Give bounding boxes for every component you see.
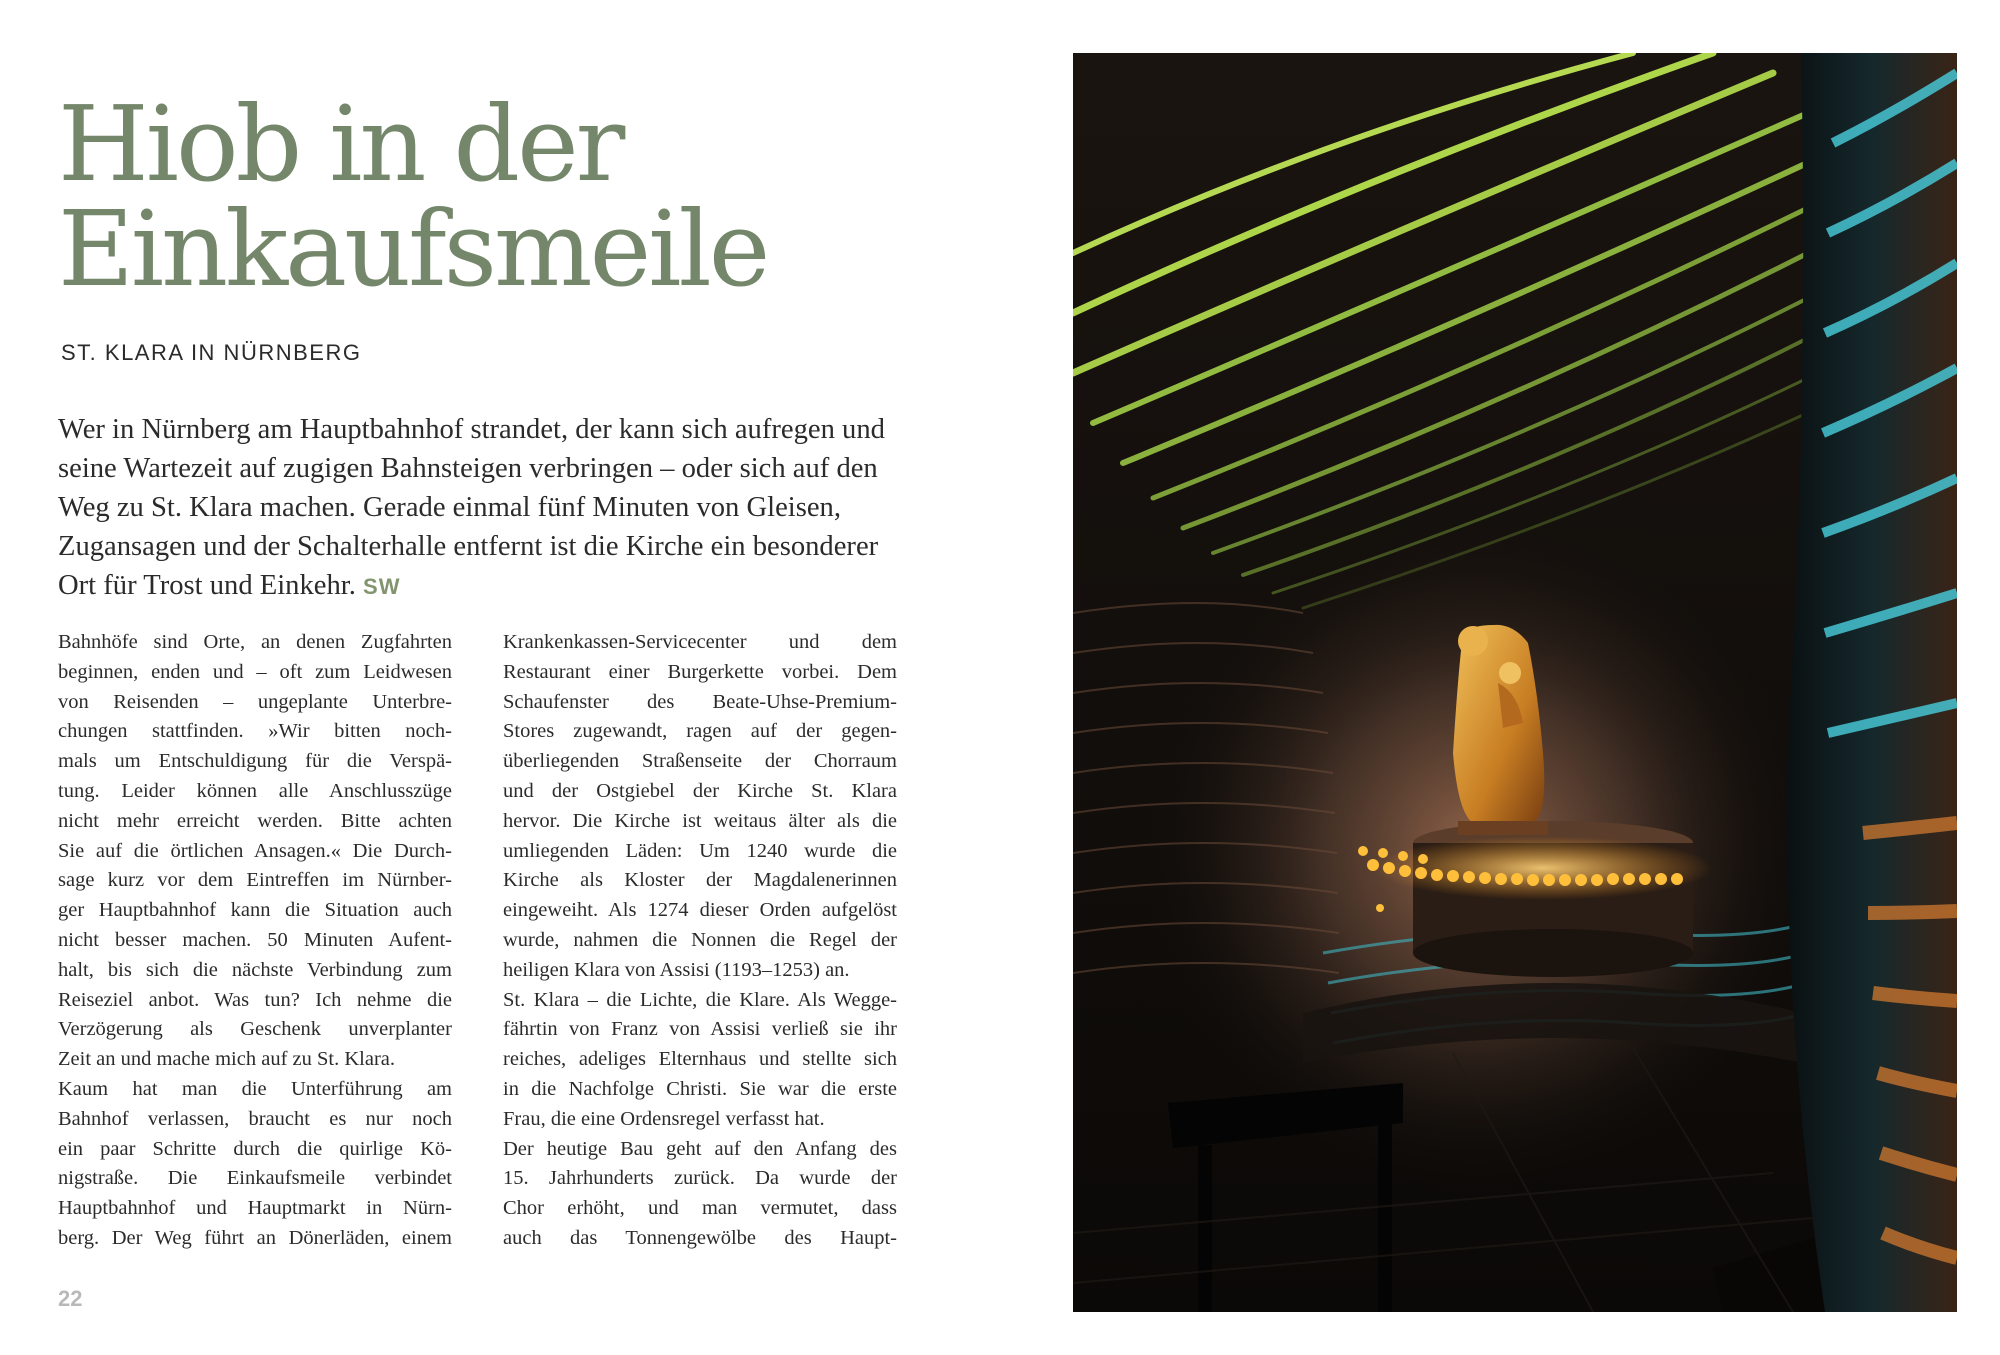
lead-paragraph xyxy=(58,410,903,606)
title-line-2: Einkaufsmeile xyxy=(58,188,768,310)
body-column-2-line: wurde, nahmen die Nonnen die Regel der xyxy=(503,928,897,951)
body-column-1 xyxy=(58,628,452,1254)
body-column-1-line: Zeit an und mache mich auf zu St. Klara. xyxy=(58,1048,395,1071)
body-column-2-line: Chor erhöht, und man vermutet, dass xyxy=(503,1197,897,1220)
body-column-1-line: mals um Entschuldigung für die Verspä- xyxy=(58,750,452,773)
lead-text: Wer in Nürnberg am Hauptbahnhof strandet, der kann sich aufregen und seine Wartezeit auf zugigen Bahnsteigen verbringen – oder sich auf den Weg zu St. Klara machen. Gerade einmal fünf Minuten von Gleisen, Zugansagen und der Schalterhalle entfernt ist die Kirche ein besonderer Ort für Trost und Einkehr. xyxy=(58,414,885,601)
body-column-1-line: chungen stattfinden. »Wir bitten noch- xyxy=(58,720,452,743)
body-column-1-line: Sie auf die örtlichen Ansagen.« Die Durch- xyxy=(58,839,452,862)
body-column-2-line: Schaufenster des Beate-Uhse-Premium- xyxy=(503,690,897,713)
body-column-1-line: halt, bis sich die nächste Verbindung zum xyxy=(58,958,452,981)
body-column-2-line: umliegenden Läden: Um 1240 wurde die xyxy=(503,839,897,862)
chapel-photo-illustration xyxy=(1073,53,1957,1312)
body-column-1-line: nicht mehr erreicht werden. Bitte achten xyxy=(58,809,452,832)
body-column-1-line: tung. Leider können alle Anschlusszüge xyxy=(58,779,452,802)
chapel-photo xyxy=(1073,53,1957,1312)
body-column-1-line: ger Hauptbahnhof kann die Situation auch xyxy=(58,899,452,922)
article-kicker: ST. KLARA IN NÜRNBERG xyxy=(61,340,362,365)
body-column-2-line: auch das Tonnengewölbe des Haupt- xyxy=(503,1226,897,1249)
body-column-2-line: fährtin von Franz von Assisi verließ sie ihr xyxy=(503,1018,897,1041)
body-column-2-line: eingeweiht. Als 1274 dieser Orden aufgelöst xyxy=(503,899,897,922)
body-column-1-line: beginnen, enden und – oft zum Leidwesen xyxy=(58,660,452,683)
right-pillar xyxy=(1787,53,1957,1312)
body-column-1-line: ein paar Schritte durch die quirlige Kö- xyxy=(58,1137,452,1160)
body-column-2-line: Frau, die eine Ordensregel verfasst hat. xyxy=(503,1107,825,1130)
body-column-1-line: Bahnhöfe sind Orte, an denen Zugfahrten xyxy=(58,631,452,653)
body-column-2-line: reiches, adeliges Elternhaus und stellte sich xyxy=(503,1048,897,1071)
body-column-2-line: überliegenden Straßenseite der Chorraum xyxy=(503,750,897,773)
page-number: 22 xyxy=(58,1286,83,1311)
body-column-1-line: nicht besser machen. 50 Minuten Aufent- xyxy=(58,928,452,951)
body-column-1-line: Hauptbahnhof und Hauptmarkt in Nürn- xyxy=(58,1197,452,1220)
article-title xyxy=(58,83,768,310)
body-column-2 xyxy=(503,628,897,1254)
body-column-2-line: hervor. Die Kirche ist weitaus älter als die xyxy=(503,809,897,832)
body-column-2-line: und der Ostgiebel der Kirche St. Klara xyxy=(503,779,897,802)
body-column-2-line: St. Klara – die Lichte, die Klare. Als Wegge- xyxy=(503,988,897,1011)
body-column-1-line: berg. Der Weg führt an Dönerläden, einem xyxy=(58,1226,452,1249)
body-column-1-line: sage kurz vor dem Eintreffen im Nürnber- xyxy=(58,869,452,892)
body-column-1-line: nigstraße. Die Einkaufsmeile verbindet xyxy=(58,1167,452,1190)
body-column-1-line: Reiseziel anbot. Was tun? Ich nehme die xyxy=(58,988,452,1011)
body-column-2-line: Kirche als Kloster der Magdalenerinnen xyxy=(503,869,897,892)
body-column-2-line: heiligen Klara von Assisi (1193–1253) an. xyxy=(503,958,850,981)
body-column-2-line: Krankenkassen-Servicecenter und dem xyxy=(503,631,897,653)
body-column-2-line: Stores zugewandt, ragen auf der gegen- xyxy=(503,720,897,743)
author-initials: SW xyxy=(363,574,401,599)
body-column-2-line: Der heutige Bau geht auf den Anfang des xyxy=(503,1137,897,1160)
body-column-1-line: Kaum hat man die Unterführung am xyxy=(58,1077,452,1100)
body-column-1-line: Bahnhof verlassen, braucht es nur noch xyxy=(58,1107,452,1130)
title-line-1: Hiob in der xyxy=(58,83,623,205)
body-column-2-line: in die Nachfolge Christi. Sie war die erste xyxy=(503,1077,897,1100)
body-column-2-line: 15. Jahrhunderts zurück. Da wurde der xyxy=(503,1167,897,1190)
body-column-1-line: von Reisenden – ungeplante Unterbre- xyxy=(58,690,452,713)
body-column-2-line: Restaurant einer Burgerkette vorbei. Dem xyxy=(503,660,897,683)
body-column-1-line: Verzögerung als Geschenk unverplanter xyxy=(58,1018,452,1041)
